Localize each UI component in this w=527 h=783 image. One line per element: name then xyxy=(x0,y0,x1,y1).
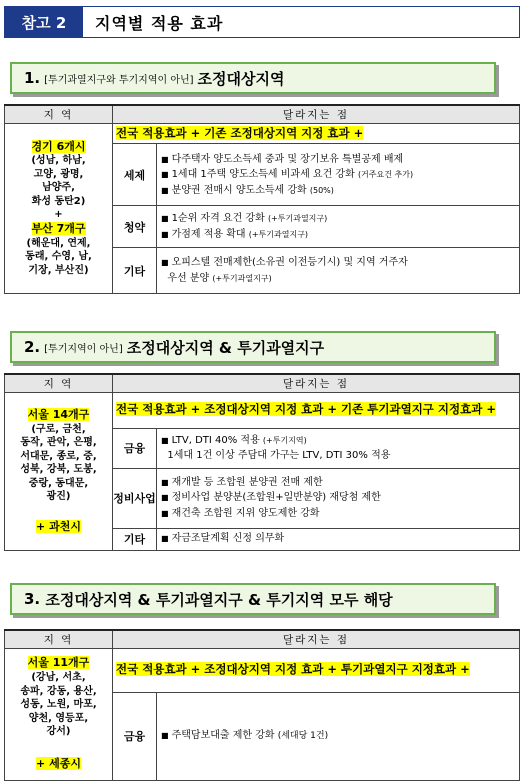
column-changes: 달라지는 점 xyxy=(113,374,520,392)
category-finance: 금융 xyxy=(113,692,157,780)
column-region: 지 역 xyxy=(5,105,113,123)
column-changes: 달라지는 점 xyxy=(113,105,520,123)
category-redevelopment: 정비사업 xyxy=(113,468,157,528)
other-details: ■ 자금조달계획 신정 의무화 xyxy=(157,528,520,550)
tax-details: ■ 다주택자 양도소득세 중과 및 장기보유 특별공제 배제 ■ 1세대 1주택 양도소득세 비과세 요건 강화 (거주요건 추가) ■ 분양권 전매시 양도소득세 강화 (50%) xyxy=(157,144,520,206)
column-region: 지 역 xyxy=(5,374,113,392)
category-finance: 금융 xyxy=(113,428,157,468)
reference-tag: 참고 2 xyxy=(5,7,83,37)
category-other: 기타 xyxy=(113,248,157,294)
summary-row: 전국 적용효과 + 기존 조정대상지역 지정 효과 + xyxy=(113,123,520,144)
category-tax: 세제 xyxy=(113,144,157,206)
redevelopment-details: ■ 재개발 등 조합원 분양권 전매 제한 ■ 정비사업 분양분(조합원+일반분양) 재당첨 제한 ■ 재건축 조합원 지위 양도제한 강화 xyxy=(157,468,520,528)
category-other: 기타 xyxy=(113,528,157,550)
column-changes: 달라지는 점 xyxy=(113,630,520,648)
page-header xyxy=(4,6,520,38)
column-region: 지 역 xyxy=(5,630,113,648)
category-subscription: 청약 xyxy=(113,206,157,248)
finance-details: ■ LTV, DTI 40% 적용 (+투기지역) 1세대 1건 이상 주담대 가구는 LTV, DTI 30% 적용 xyxy=(157,428,520,468)
section-3-title: 3. 조정대상지역 & 투기과열지구 & 투기지역 모두 해당 xyxy=(10,583,496,615)
summary-row: 전국 적용효과 + 조정대상지역 지정 효과 + 기존 투기과열지구 지정효과 + xyxy=(113,392,520,428)
section-3-table xyxy=(4,629,520,781)
region-cell: 경기 6개시 (성남, 하남, 고양, 광명, 남양주, 화성 동탄2) + 부산 7개구 (해운대, 연제, 동래, 수영, 남, 기장, 부산진) xyxy=(5,123,113,294)
finance-details: ■ 주택담보대출 제한 강화 (세대당 1건) xyxy=(157,692,520,780)
summary-row: 전국 적용효과 + 조정대상지역 지정 효과 + 투기과열지구 지정효과 + xyxy=(113,648,520,692)
section-2-title: 2. [투기지역이 아닌] 조정대상지역 & 투기과열지구 xyxy=(10,331,496,363)
subscription-details: ■ 1순위 자격 요건 강화 (+투기과열지구) ■ 가점제 적용 확대 (+투기과열지구) xyxy=(157,206,520,248)
section-1-title: 1. [투기과열지구와 투기지역이 아닌] 조정대상지역 xyxy=(10,62,496,94)
region-cell: 서울 11개구 (강남, 서초, 송파, 강동, 용산, 성동, 노원, 마포, 양천, 영등포, 강서) + 세종시 xyxy=(5,648,113,780)
region-cell: 서울 14개구 (구로, 금천, 동작, 관악, 은평, 서대문, 종로, 중, 성북, 강북, 도봉, 중랑, 동대문, 광진) + 과천시 xyxy=(5,392,113,550)
section-2-table xyxy=(4,373,520,551)
page-title: 지역별 적용 효과 xyxy=(95,13,224,33)
other-details: ■ 오피스텔 전매제한(소유권 이전등기시) 및 지역 거주자 우선 분양 (+투기과열지구) xyxy=(157,248,520,294)
section-1-table xyxy=(4,104,520,294)
